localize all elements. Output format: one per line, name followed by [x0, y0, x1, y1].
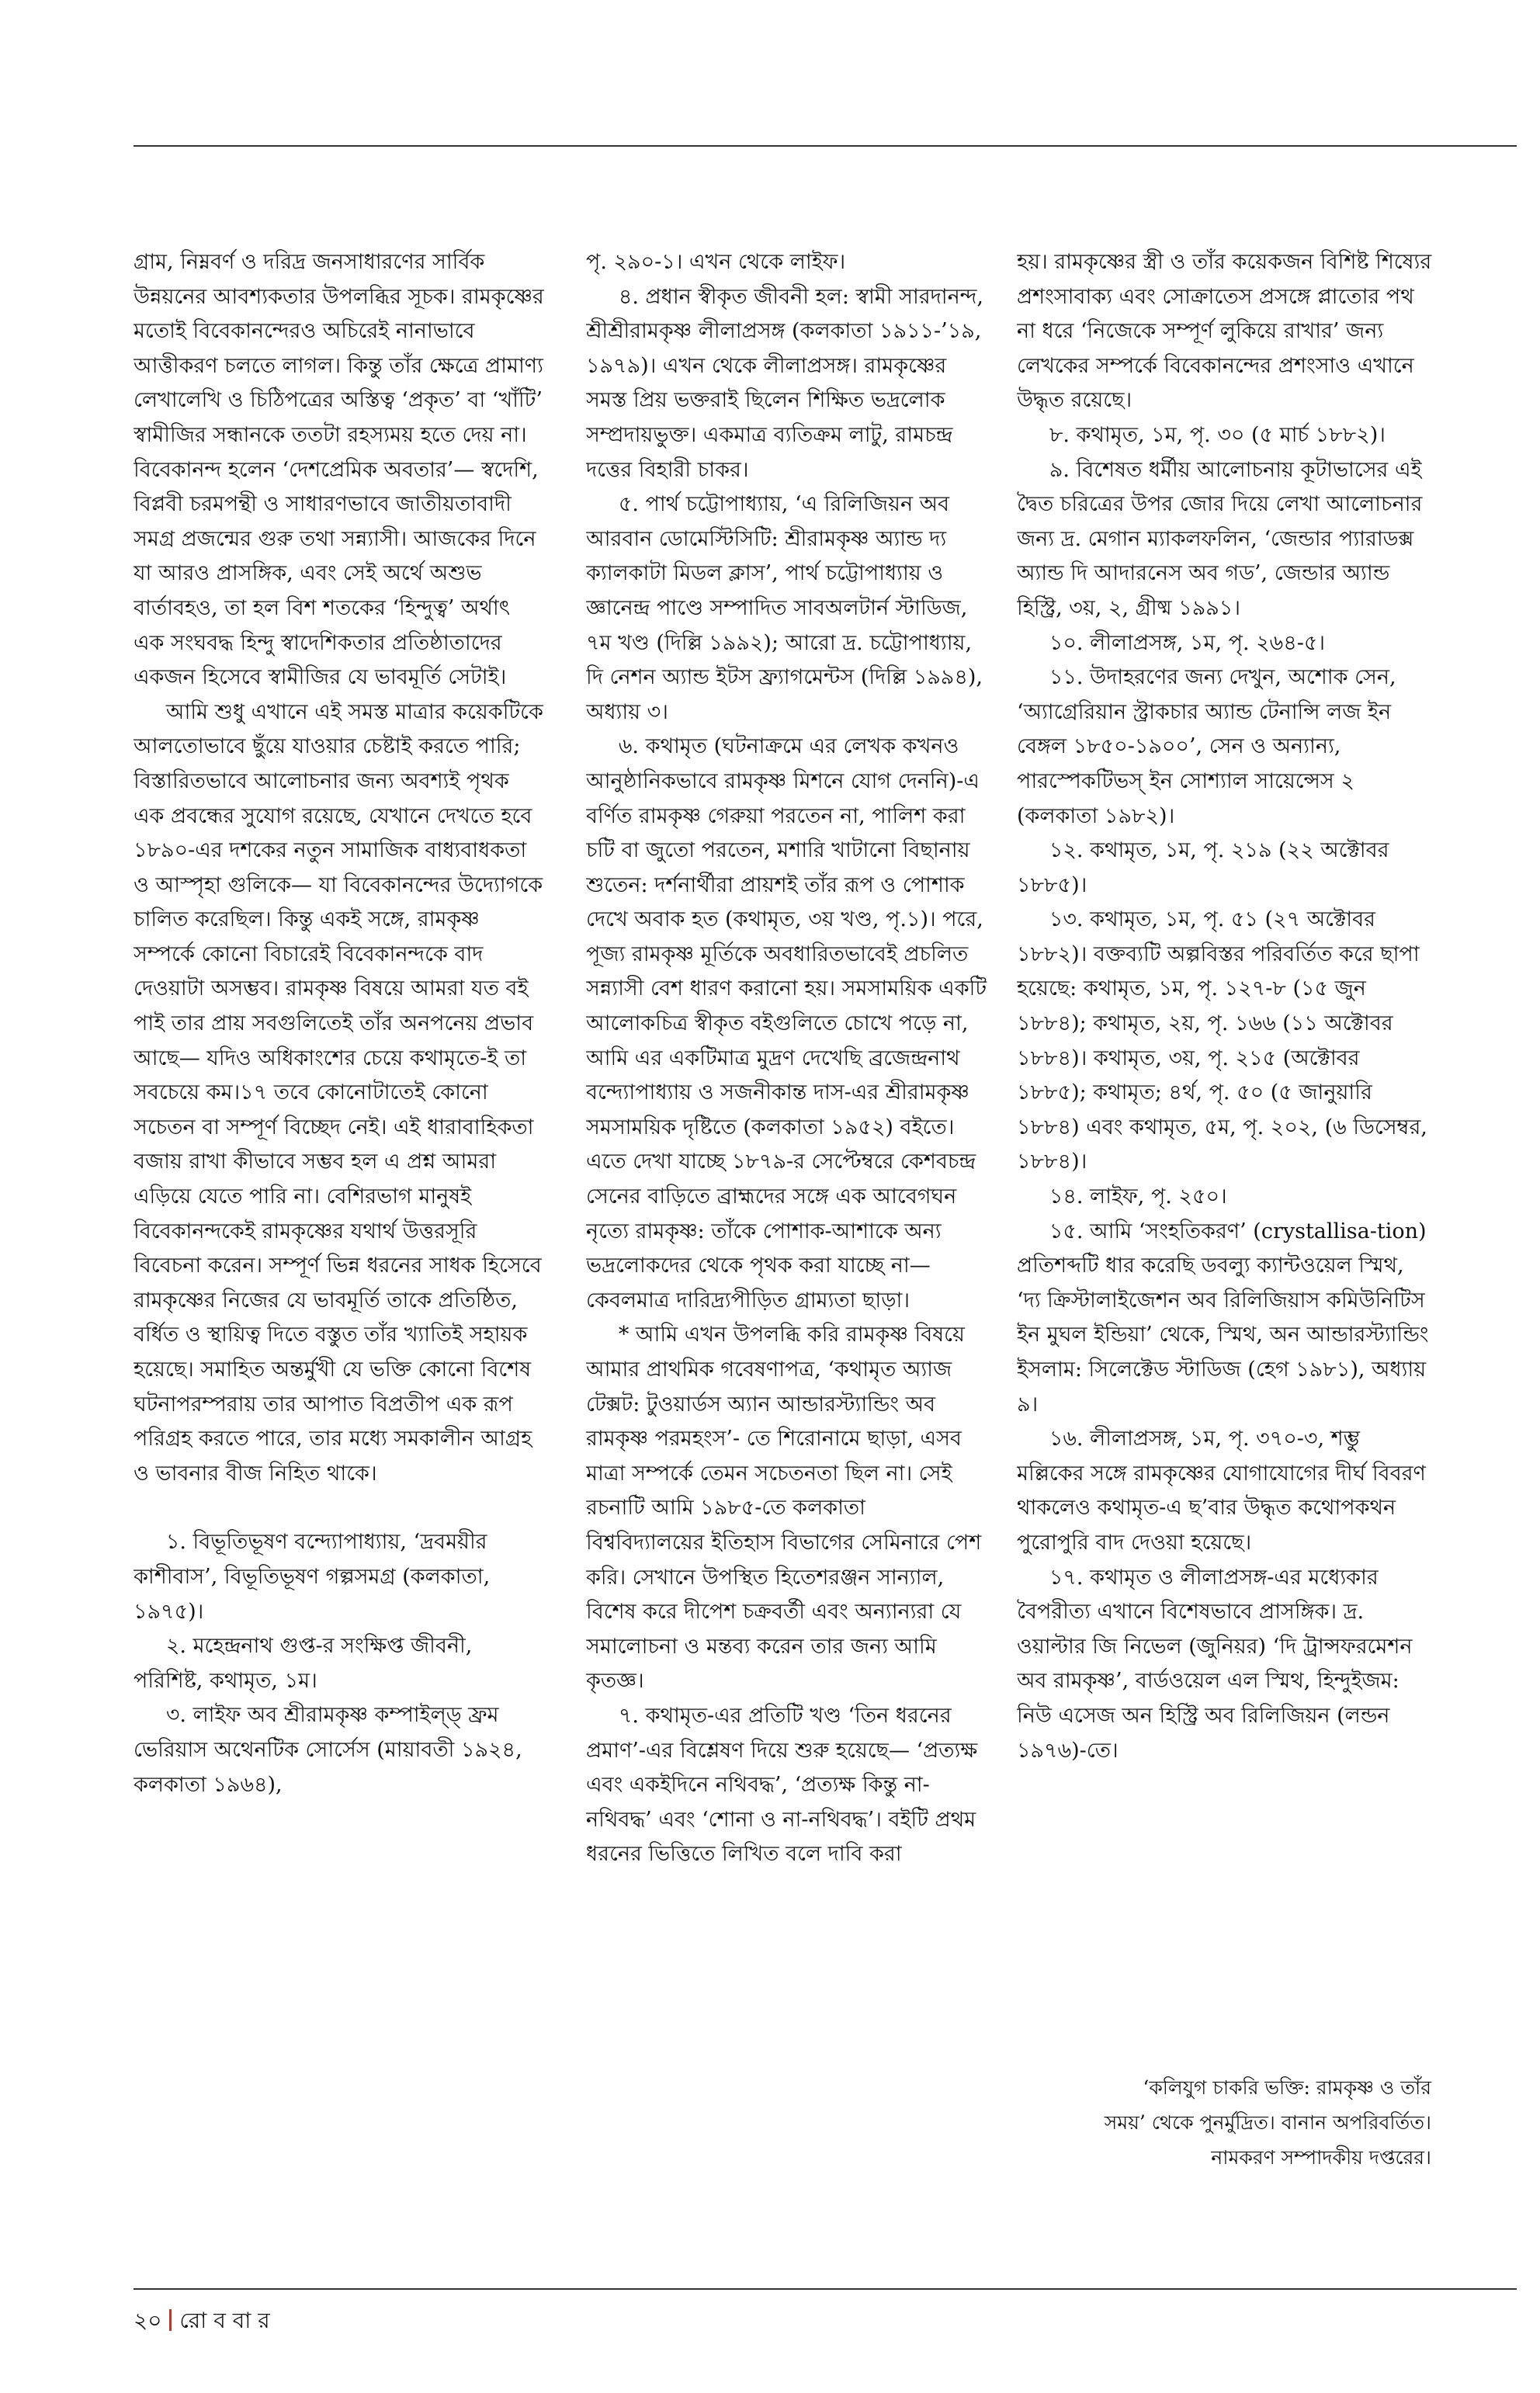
page-number: ২০ [134, 2308, 162, 2333]
paragraph: ১৬. লীলাপ্রসঙ্গ, ১ম, পৃ. ৩৭০-৩, শম্ভু মল্লিকের সঙ্গে রামকৃষ্ণের যোগাযোগের দীর্ঘ বিবরণ থাকলেও কথামৃত-এ ছ’বার উদ্ধৃত কথোপকথন পুরোপুরি বাদ দেওয়া হয়েছে। [1017, 1427, 1426, 1555]
reprint-credit [1023, 2070, 1431, 2175]
paragraph: ১৭. কথামৃত ও লীলাপ্রসঙ্গ-এর মধ্যেকার বৈপরীত্য এখানে বিশেষভাবে প্রাসঙ্গিক। দ্র. ওয়াল্টার জি নিভেল (জুনিয়র) ‘দি ট্রান্সফরমেশন অব রামকৃষ্ণ’, বার্ডওয়েল এল স্মিথ, হিন্দুইজম: নিউ এসেজ অন হিস্ট্রি অব রিলিজিয়ন (লন্ডন ১৯৭৬)-তে। [1017, 1565, 1413, 1763]
credit-line: ‘কলিযুগ চাকরি ভক্তি: রামকৃষ্ণ ও তাঁর [1143, 2076, 1431, 2099]
paragraph: ১৫. আমি ‘সংহতিকরণ’ (crystallisa-tion) প্রতিশব্দটি ধার করেছি ডবল্যু ক্যান্টওয়েল স্মিথ, ‘দ্য ক্রিস্টালাইজেশন অব রিলিজিয়াস কমিউনিটিস ইন মুঘল ইন্ডিয়া’ থেকে, স্মিথ, অন আন্ডারস্ট্যান্ডিং ইসলাম: সিলেক্টেড স্টাডিজ (হেগ ১৯৮১), অধ্যায় ৯। [1017, 1219, 1429, 1417]
paragraph: আমি শুধু এখানে এই সমস্ত মাত্রার কয়েকটিকে আলতোভাবে ছুঁয়ে যাওয়ার চেষ্টাই করতে পারি; বিস্তারিতভাবে আলোচনার জন্য অবশ্যই পৃথক এক প্রবন্ধের সুযোগ রয়েছে, যেখানে দেখতে হবে ১৮৯০-এর দশকের নতুন সামাজিক বাধ্যবাধকতা ও আস্পৃহা গুলিকে— যা বিবেকানন্দের উদ্যোগকে চালিত করেছিল। কিন্তু একই সঙ্গে, রামকৃষ্ণ সম্পর্কে কোনো বিচারেই বিবেকানন্দকে বাদ দেওয়াটা অসম্ভব। রামকৃষ্ণ বিষয়ে আমরা যত বই পাই তার প্রায় সবগুলিতেই তাঁর অনপনেয় প্রভাব আছে— যদিও অধিকাংশের চেয়ে কথামৃতে-ই তা সবচেয়ে কম।১৭ তবে কোনোটাতেই কোনো সচেতন বা সম্পূর্ণ বিচ্ছেদ নেই। এই ধারাবাহিকতা বজায় রাখা কীভাবে সম্ভব হল এ প্রশ্ন আমরা এড়িয়ে যেতে পারি না। বেশিরভাগ মানুষই বিবেকানন্দকেই রামকৃষ্ণের যথার্থ উত্তরসূরি বিবেচনা করেন। সম্পূর্ণ ভিন্ন ধরনের সাধক হিসেবে রামকৃষ্ণের নিজের যে ভাবমূর্তি তাকে প্রতিষ্ঠিত, বর্ধিত ও স্থায়িত্ব দিতে বস্তুত তাঁর খ্যাতিই সহায়ক হয়েছে। সমাহিত অন্তর্মুখী যে ভক্তি কোনো বিশেষ ঘটনাপরম্পরায় তার আপাত বিপ্রতীপ এক রূপ পরিগ্রহ করতে পারে, তার মধ্যে সমকালীন আগ্রহ ও ভাবনার বীজ নিহিত থাকে। [134, 699, 543, 1486]
credit-line: সময়’ থেকে পুনর্মুদ্রিত। বানান অপরিবর্তিত। [1104, 2111, 1431, 2134]
paragraph: * আমি এখন উপলব্ধি করি রামকৃষ্ণ বিষয়ে আমার প্রাথমিক গবেষণাপত্র, ‘কথামৃত অ্যাজ টেক্সট: টুওয়ার্ডস অ্যান আন্ডারস্ট্যান্ডিং অব রামকৃষ্ণ পরমহংস’- তে শিরোনামে ছাড়া, এসব মাত্রা সম্পর্কে তেমন সচেতনতা ছিল না। সেই রচনাটি আমি ১৯৮৫-তে কলকাতা বিশ্ববিদ্যালয়ের ইতিহাস বিভাগের সেমিনারে পেশ করি। সেখানে উপস্থিত হিতেশরঞ্জন সান্যাল, বিশেষ করে দীপেশ চক্রবর্তী এবং অন্যান্যরা যে সমালোচনা ও মন্তব্য করেন তার জন্য আমি কৃতজ্ঞ। [586, 1323, 982, 1694]
footer-rule [134, 2288, 1517, 2290]
credit-line: নামকরণ সম্পাদকীয় দপ্তরের। [1211, 2146, 1431, 2169]
article-column-3 [1017, 245, 1432, 2279]
paragraph: ৭. কথামৃত-এর প্রতিটি খণ্ড ‘তিন ধরনের প্রমাণ’-এর বিশ্লেষণ দিয়ে শুরু হয়েছে— ‘প্রত্যক্ষ এবং একইদিনে নথিবদ্ধ’, ‘প্রত্যক্ষ কিন্তু না-নথিবদ্ধ’ এবং ‘শোনা ও না-নথিবদ্ধ’। বইটি প্রথম ধরনের ভিত্তিতে লিখিত বলে দাবি করা [586, 1703, 978, 1867]
paragraph: গ্রাম, নিম্নবর্ণ ও দরিদ্র জনসাধারণের সার্বিক উন্নয়নের আবশ্যকতার উপলব্ধির সূচক। রামকৃষ্ণের মতোই বিবেকানন্দেরও অচিরেই নানাভাবে আত্তীকরণ চলতে লাগল। কিন্তু তাঁর ক্ষেত্রে প্রামাণ্য লেখালেখি ও চিঠিপত্রের অস্তিত্ব ‘প্রকৃত’ বা ‘খাঁটি’ স্বামীজির সন্ধানকে ততটা রহস্যময় হতে দেয় না। বিবেকানন্দ হলেন ‘দেশপ্রেমিক অবতার’— স্বদেশি, বিপ্লবী চরমপন্থী ও সাধারণভাবে জাতীয়তাবাদী সমগ্র প্রজন্মের গুরু তথা সন্ন্যাসী। আজকের দিনে যা আরও প্রাসঙ্গিক, এবং সেই অর্থে অশুভ বার্তাবহও, তা হল বিশ শতকের ‘হিন্দুত্ব’ অর্থাৎ এক সংঘবদ্ধ হিন্দু স্বাদেশিকতার প্রতিষ্ঠাতাদের একজন হিসেবে স্বামীজির যে ভাবমূর্তি সেটাই। [134, 250, 544, 690]
article-column-1 [134, 245, 545, 2279]
footer-separator [169, 2309, 172, 2331]
paragraph: ৩. লাইফ অব শ্রীরামকৃষ্ণ কম্পাইল্ড্ ফ্রম ভেরিয়াস অথেনটিক সোর্সেস (মায়াবতী ১৯২৪, কলকাতা ১৯৬৪), [134, 1703, 522, 1797]
paragraph: ১৪. লাইফ, পৃ. ২৫০। [1049, 1184, 1227, 1209]
paragraph: ৯. বিশেষত ধর্মীয় আলোচনায় কূটাভাসের এই দ্বৈত চরিত্রের উপর জোর দিয়ে লেখা আলোচনার জন্য দ্র. মেগান ম্যাকলফলিন, ‘জেন্ডার প্যারাডক্স অ্যান্ড দি আদারনেস অব গড’, জেন্ডার অ্যান্ড হিস্ট্রি, ৩য়, ২, গ্রীষ্ম ১৯৯১। [1017, 457, 1423, 620]
paragraph: ১৩. কথামৃত, ১ম, পৃ. ৫১ (২৭ অক্টোবর ১৮৮২)। বক্তব্যটি অল্পবিস্তর পরিবর্তিত করে ছাপা হয়েছে: কথামৃত, ১ম, পৃ. ১২৭-৮ (১৫ জুন ১৮৮৪); কথামৃত, ২য়, পৃ. ১৬৬ (১১ অক্টোবর ১৮৮৪)। কথামৃত, ৩য়, পৃ. ২১৫ (অক্টোবর ১৮৮৫); কথামৃত; ৪র্থ, পৃ. ৫০ (৫ জানুয়ারি ১৮৮৪) এবং কথামৃত, ৫ম, পৃ. ২০২, (৬ ডিসেম্বর, ১৮৮৪)। [1017, 907, 1427, 1174]
paragraph: ১১. উদাহরণের জন্য দেখুন, অশোক সেন, ‘অ্যাগ্রেরিয়ান স্ট্রাকচার অ্যান্ড টেনান্সি লজ ইন বেঙ্গল ১৮৫০-১৯০০’, সেন ও অন্যান্য, পারস্পেকটিভস্ ইন সোশ্যাল সায়েন্সেস ২ (কলকাতা ১৯৮২)। [1017, 665, 1396, 828]
header-rule [134, 145, 1517, 147]
paragraph: ১২. কথামৃত, ১ম, পৃ. ২১৯ (২২ অক্টোবর ১৮৮৫)। [1017, 838, 1389, 897]
paragraph: ১০. লীলাপ্রসঙ্গ, ১ম, পৃ. ২৬৪-৫। [1049, 630, 1326, 655]
magazine-name: রো ব বা র [179, 2308, 270, 2333]
page-footer [134, 2305, 270, 2336]
paragraph: ১. বিভূতিভূষণ বন্দ্যোপাধ্যায়, ‘দ্রবময়ীর কাশীবাস’, বিভূতিভূষণ গল্পসমগ্র (কলকাতা, ১৯৭৫)। [134, 1530, 491, 1624]
paragraph: ৫. পার্থ চট্টোপাধ্যায়, ‘এ রিলিজিয়ন অব আরবান ডোমেস্টিসিটি: শ্রীরামকৃষ্ণ অ্যান্ড দ্য ক্যালকাটা মিডল ক্লাস’, পার্থ চট্টোপাধ্যায় ও জ্ঞানেন্দ্র পাণ্ডে সম্পাদিত সাবঅলটার্ন স্টাডিজ, ৭ম খণ্ড (দিল্লি ১৯৯২); আরো দ্র. চট্টোপাধ্যায়, দি নেশন অ্যান্ড ইটস ফ্র্যাগমেন্টস (দিল্লি ১৯৯৪), অধ্যায় ৩। [586, 492, 983, 724]
paragraph: পৃ. ২৯০-১। এখন থেকে লাইফ। [586, 250, 846, 274]
paragraph: হয়। রামকৃষ্ণের স্ত্রী ও তাঁর কয়েকজন বিশিষ্ট শিষ্যের প্রশংসাবাক্য এবং সোক্রাতেস প্রসঙ্গে প্লাতোর পথ না ধরে ‘নিজেকে সম্পূর্ণ লুকিয়ে রাখার’ জন্য লেখকের সম্পর্কে বিবেকানন্দের প্রশংসাও এখানে উদ্ধৃত রয়েছে। [1017, 250, 1432, 413]
paragraph: ৪. প্রধান স্বীকৃত জীবনী হল: স্বামী সারদানন্দ, শ্রীশ্রীরামকৃষ্ণ লীলাপ্রসঙ্গ (কলকাতা ১৯১১-’১৯, ১৯৭৯)। এখন থেকে লীলাপ্রসঙ্গ। রামকৃষ্ণের সমস্ত প্রিয় ভক্তরাই ছিলেন শিক্ষিত ভদ্রলোক সম্প্রদায়ভুক্ত। একমাত্র ব্যতিক্রম লাটু, রামচন্দ্র দত্তের বিহারী চাকর। [586, 284, 983, 482]
paragraph: ২. মহেন্দ্রনাথ গুপ্ত-র সংক্ষিপ্ত জীবনী, পরিশিষ্ট, কথামৃত, ১ম। [134, 1634, 473, 1693]
article-column-2 [586, 245, 990, 2279]
paragraph: ৬. কথামৃত (ঘটনাক্রমে এর লেখক কখনও আনুষ্ঠানিকভাবে রামকৃষ্ণ মিশনে যোগ দেননি)-এ বর্ণিত রামকৃষ্ণ গেরুয়া পরতেন না, পালিশ করা চটি বা জুতো পরতেন, মশারি খাটানো বিছানায় শুতেন: দর্শনার্থীরা প্রায়শই তাঁর রূপ ও পোশাক দেখে অবাক হত (কথামৃত, ৩য় খণ্ড, পৃ.১)। পরে, পূজ্য রামকৃষ্ণ মূর্তিকে অবধারিতভাবেই প্রচলিত সন্ন্যাসী বেশ ধারণ করানো হয়। সমসাময়িক একটি আলোকচিত্র স্বীকৃত বইগুলিতে চোখে পড়ে না, আমি এর একটিমাত্র মুদ্রণ দেখেছি ব্রজেন্দ্রনাথ বন্দ্যোপাধ্যায় ও সজনীকান্ত দাস-এর শ্রীরামকৃষ্ণ সমসাময়িক দৃষ্টিতে (কলকাতা ১৯৫২) বইতে। এতে দেখা যাচ্ছে ১৮৭৯-র সেপ্টেম্বরে কেশবচন্দ্র সেনের বাড়িতে ব্রাহ্মদের সঙ্গে এক আবেগঘন নৃত্যে রামকৃষ্ণ: তাঁকে পোশাক-আশাকে অন্য ভদ্রলোকদের থেকে পৃথক করা যাচ্ছে না— কেবলমাত্র দারিদ্র্যপীড়িত গ্রাম্যতা ছাড়া। [586, 734, 987, 1313]
paragraph: ৮. কথামৃত, ১ম, পৃ. ৩০ (৫ মার্চ ১৮৮২)। [1049, 422, 1386, 447]
